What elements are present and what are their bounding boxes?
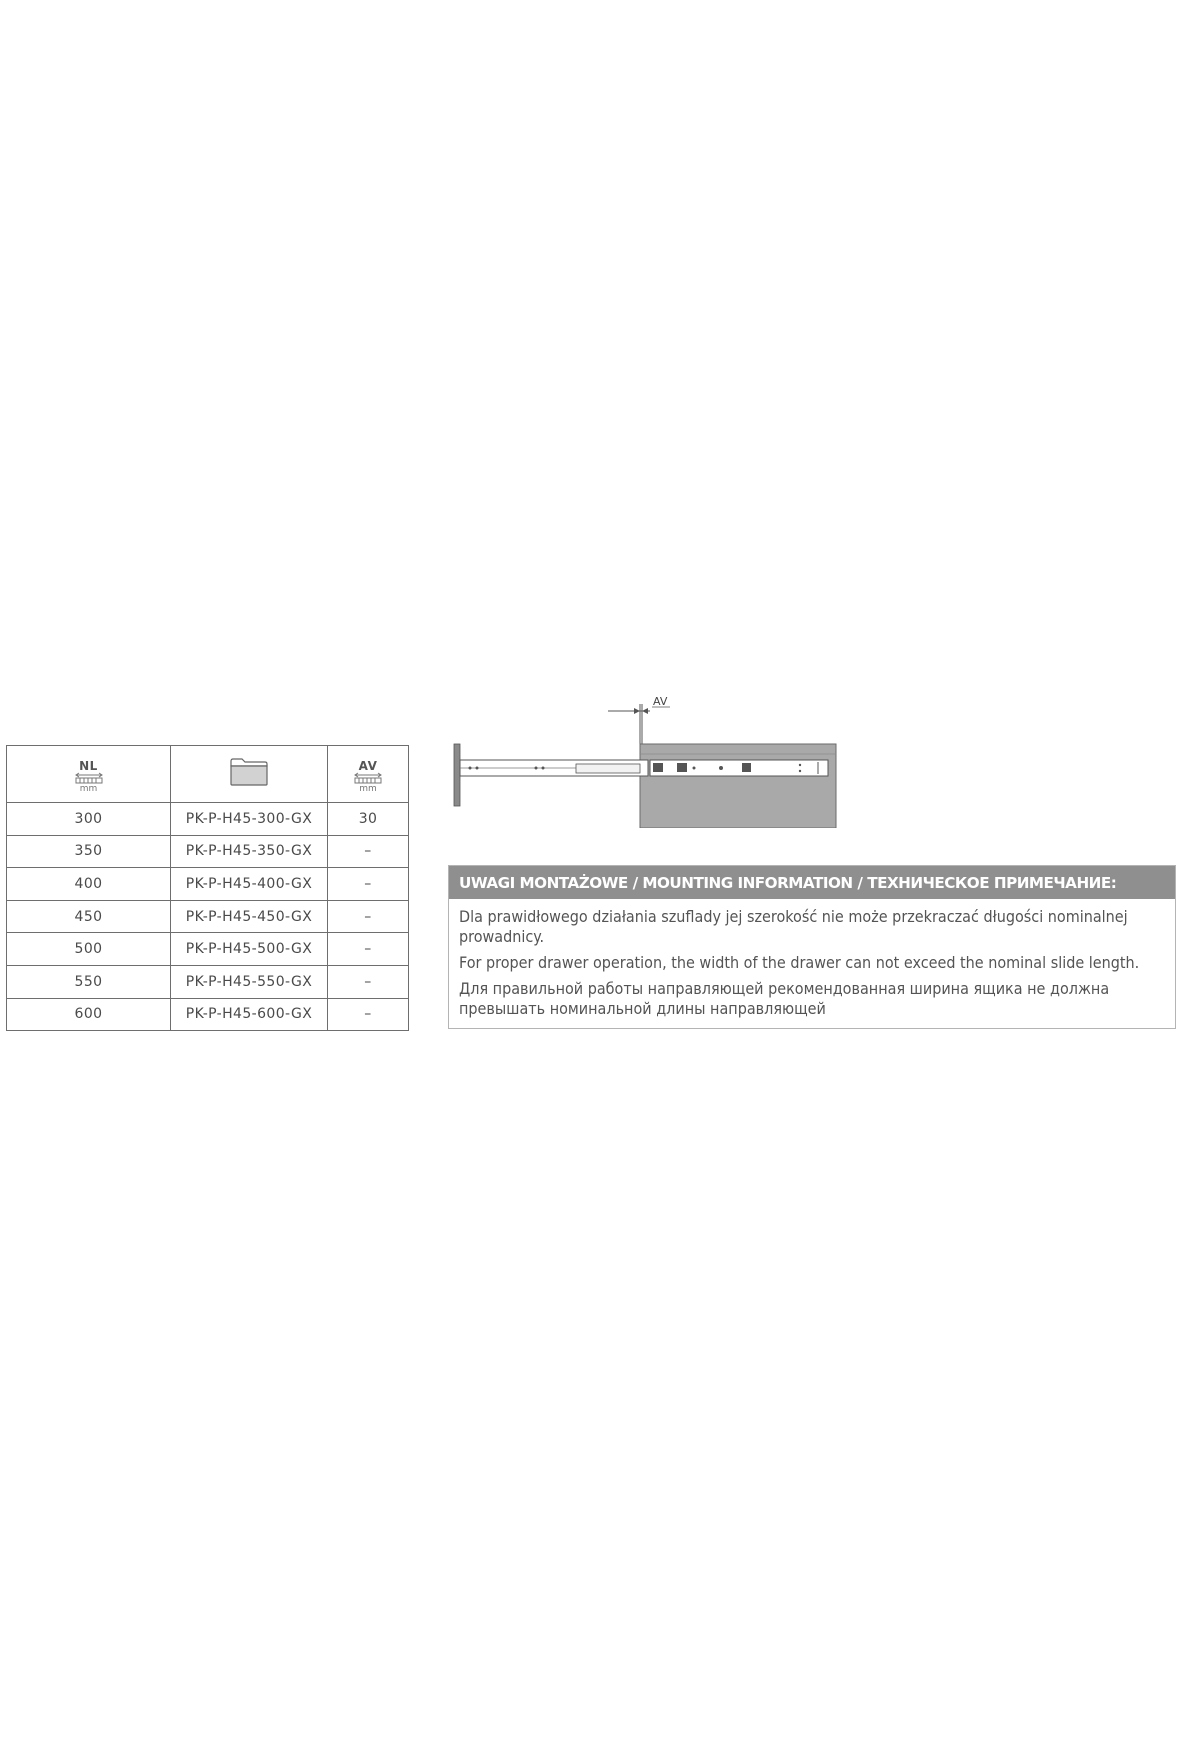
mounting-info-body [449, 899, 1175, 1019]
nl-cell: 600 [7, 998, 171, 1031]
ruler-icon [75, 772, 103, 784]
nl-cell: 550 [7, 965, 171, 998]
table-header-row [7, 746, 409, 803]
nominal-length-icon [75, 760, 103, 794]
av-unit: mm [359, 783, 377, 794]
table-row [7, 900, 409, 933]
table-row [7, 998, 409, 1031]
table-row [7, 965, 409, 998]
mounting-text-ru: Для правильной работы направляющей рекомендованная ширина ящика не должна превышать номинальной длины направляющей [459, 979, 1110, 1018]
folder-icon [229, 757, 269, 787]
slide-rail [460, 760, 828, 776]
av-cell: – [328, 835, 409, 868]
table-row [7, 803, 409, 836]
mounting-text-pl: Dla prawidłowego działania szuflady jej szerokość nie może przekraczać długości nominalnej prowadnicy. [459, 907, 1128, 946]
table-row [7, 868, 409, 901]
mounting-info-title: UWAGI MONTAŻOWE / MOUNTING INFORMATION / ТЕХНИЧЕСКОЕ ПРИМЕЧАНИЕ: [449, 866, 1175, 899]
code-cell: PK-P-H45-400-GX [171, 868, 328, 901]
drawer-slide-diagram [440, 688, 860, 828]
code-cell: PK-P-H45-500-GX [171, 933, 328, 966]
av-cell: – [328, 965, 409, 998]
nl-cell: 400 [7, 868, 171, 901]
table-row [7, 933, 409, 966]
av-cell: 30 [328, 803, 409, 836]
nl-label: NL [79, 758, 98, 773]
mounting-info-box [448, 865, 1176, 1029]
code-header [171, 746, 328, 803]
nl-header [7, 746, 171, 803]
code-cell: PK-P-H45-300-GX [171, 803, 328, 836]
code-cell: PK-P-H45-600-GX [171, 998, 328, 1031]
ruler-icon [354, 772, 382, 784]
nl-cell: 300 [7, 803, 171, 836]
nl-unit: mm [79, 783, 98, 794]
code-cell: PK-P-H45-450-GX [171, 900, 328, 933]
av-cell: – [328, 933, 409, 966]
av-dimension-label: AV [653, 695, 668, 708]
av-header [328, 746, 409, 803]
front-panel [454, 744, 460, 806]
av-cell: – [328, 868, 409, 901]
av-cell: – [328, 998, 409, 1031]
av-label: AV [358, 758, 378, 773]
spec-table [6, 745, 409, 1031]
code-cell: PK-P-H45-350-GX [171, 835, 328, 868]
av-cell: – [328, 900, 409, 933]
nl-cell: 500 [7, 933, 171, 966]
adjustment-value-icon [354, 760, 382, 794]
code-cell: PK-P-H45-550-GX [171, 965, 328, 998]
table-row [7, 835, 409, 868]
mounting-text-en: For proper drawer operation, the width of the drawer can not exceed the nominal slide length. [459, 953, 1140, 972]
nl-cell: 350 [7, 835, 171, 868]
drawer-box [640, 744, 836, 828]
nl-cell: 450 [7, 900, 171, 933]
